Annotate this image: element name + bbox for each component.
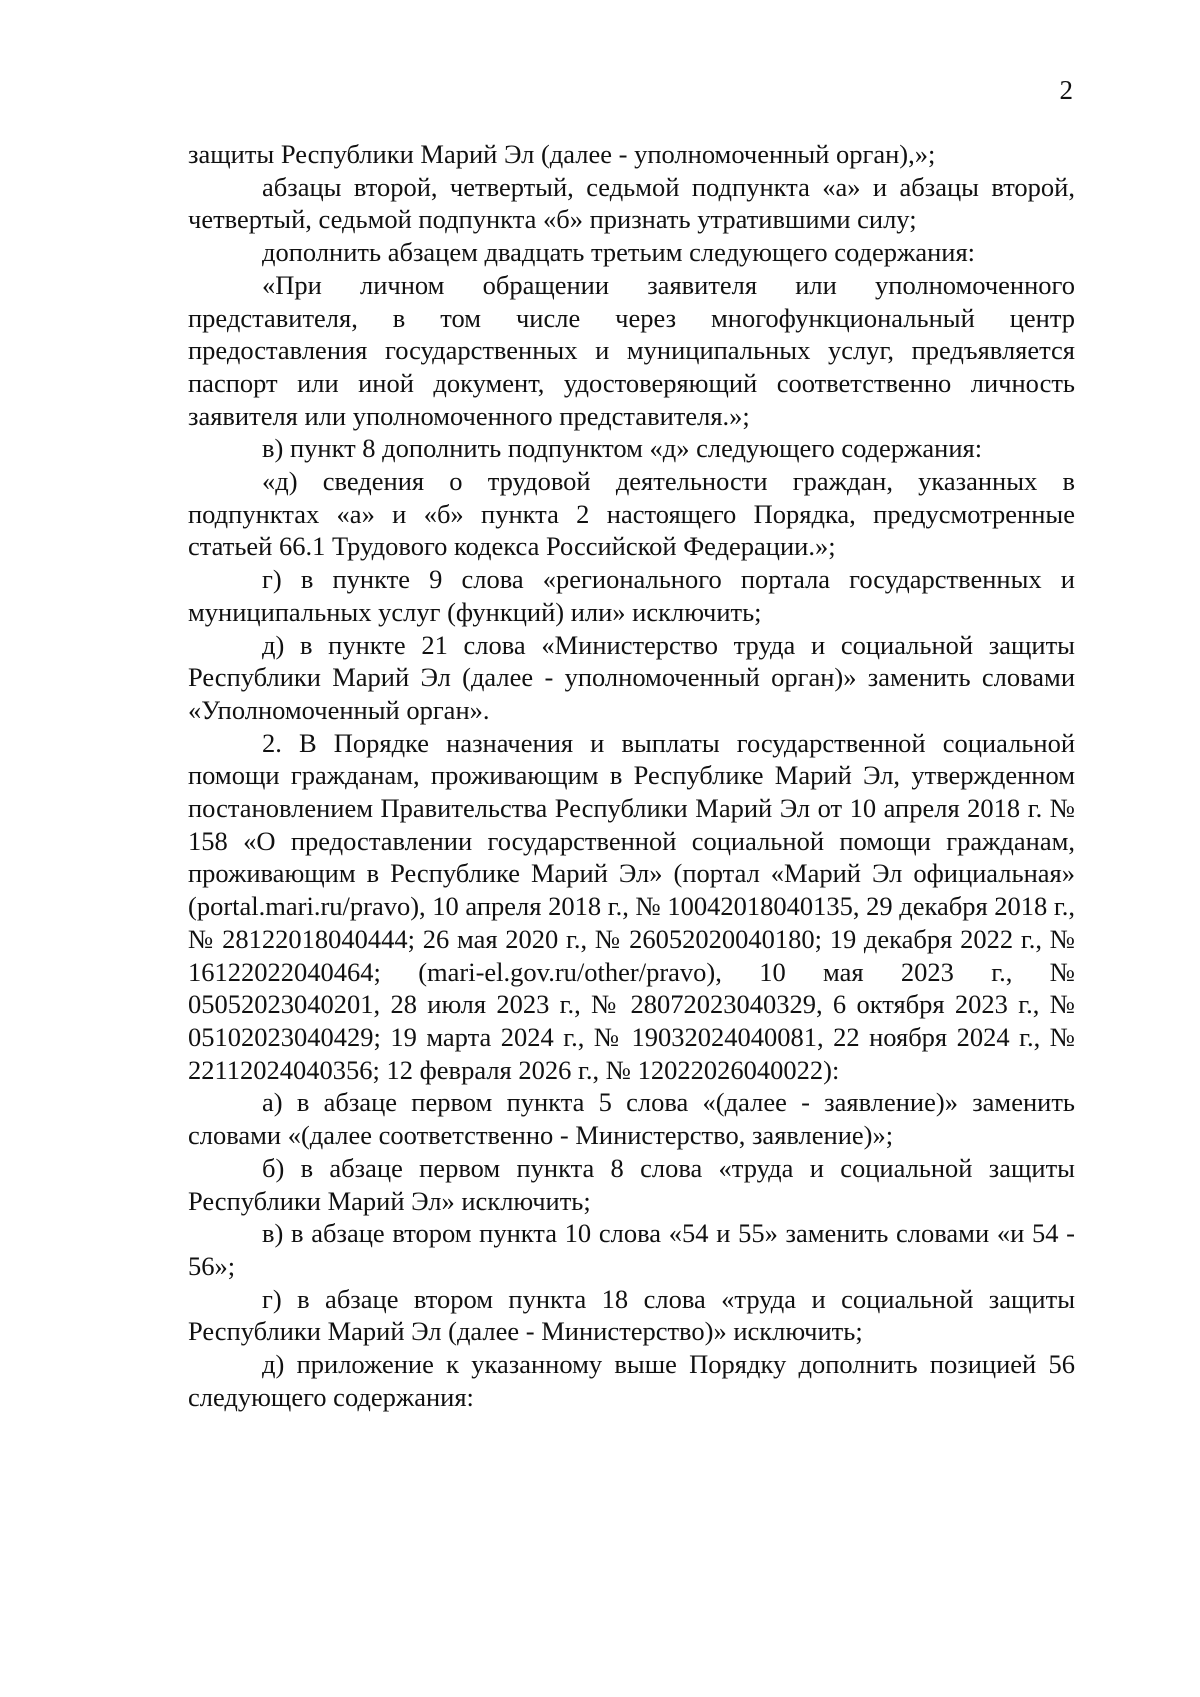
paragraph: г) в пункте 9 слова «регионального портала государственных и муниципальных услуг (функций) или» исключить; [188, 564, 1075, 627]
paragraph: д) в пункте 21 слова «Министерство труда и социальной защиты Республики Марий Эл (далее - уполномоченный орган)» заменить словами «Уполномоченный орган». [188, 629, 1075, 725]
paragraph: а) в абзаце первом пункта 5 слова «(далее - заявление)» заменить словами «(далее соответственно - Министерство, заявление)»; [188, 1087, 1075, 1151]
paragraph-quote: «д) сведения о трудовой деятельности граждан, указанных в подпунктах «а» и «б» пункта 2 настоящего Порядка, предусмотренные статьей 66.1 Трудового кодекса Российской Федерации.»; [188, 466, 1075, 562]
paragraph: в) пункт 8 дополнить подпунктом «д» следующего содержания: [262, 433, 983, 464]
paragraph-quote: «При личном обращении заявителя или уполномоченного представителя, в том числе через многофункциональный центр предоставления государственных и муниципальных услуг, предъявляется паспорт или иной документ, удостоверяющий соответственно личность заявителя или уполномоченного представителя.»; [188, 269, 1075, 431]
paragraph: г) в абзаце втором пункта 18 слова «труда и социальной защиты Республики Марий Эл (далее - Министерство)» исключить; [188, 1283, 1075, 1347]
paragraph-section-2: 2. В Порядке назначения и выплаты государственной социальной помощи гражданам, проживающим в Республике Марий Эл, утвержденном постановлением Правительства Республики Марий Эл от 10 апреля 2018 г. № 158 «О предоставлении государственной социальной помощи гражданам, проживающим в Республике Марий Эл» (портал «Марий Эл официальная» (portal.mari.ru/pravo), 10 апреля 2018 г., № 10042018040135, 29 декабря 2018 г., № 28122018040444; 26 мая 2020 г., № 26052020040180; 19 декабря 2022 г., № 16122022040464; (mari-el.gov.ru/other/pravo), 10 мая 2023 г., № 05052023040201, 28 июля 2023 г., № 28072023040329, 6 октября 2023 г., № 05102023040429; 19 марта 2024 г., № 19032024040081, 22 ноября 2024 г., № 22112024040356; 12 февраля 2026 г., № 12022026040022): [188, 727, 1076, 1085]
paragraph: дополнить абзацем двадцать третьим следующего содержания: [262, 237, 976, 268]
document-body [188, 138, 1075, 1413]
paragraph: абзацы второй, четвертый, седьмой подпункта «а» и абзацы второй, четвертый, седьмой подпункта «б» признать утратившими силу; [188, 171, 1075, 235]
paragraph: б) в абзаце первом пункта 8 слова «труда и социальной защиты Республики Марий Эл» исключить; [188, 1152, 1075, 1216]
paragraph: в) в абзаце втором пункта 10 слова «54 и 55» заменить словами «и 54 - 56»; [188, 1218, 1075, 1281]
paragraph-continuation: защиты Республики Марий Эл (далее - уполномоченный орган),»; [188, 139, 936, 169]
paragraph: д) приложение к указанному выше Порядку дополнить позицией 56 следующего содержания: [188, 1349, 1075, 1412]
page-number: 2 [1059, 75, 1073, 105]
